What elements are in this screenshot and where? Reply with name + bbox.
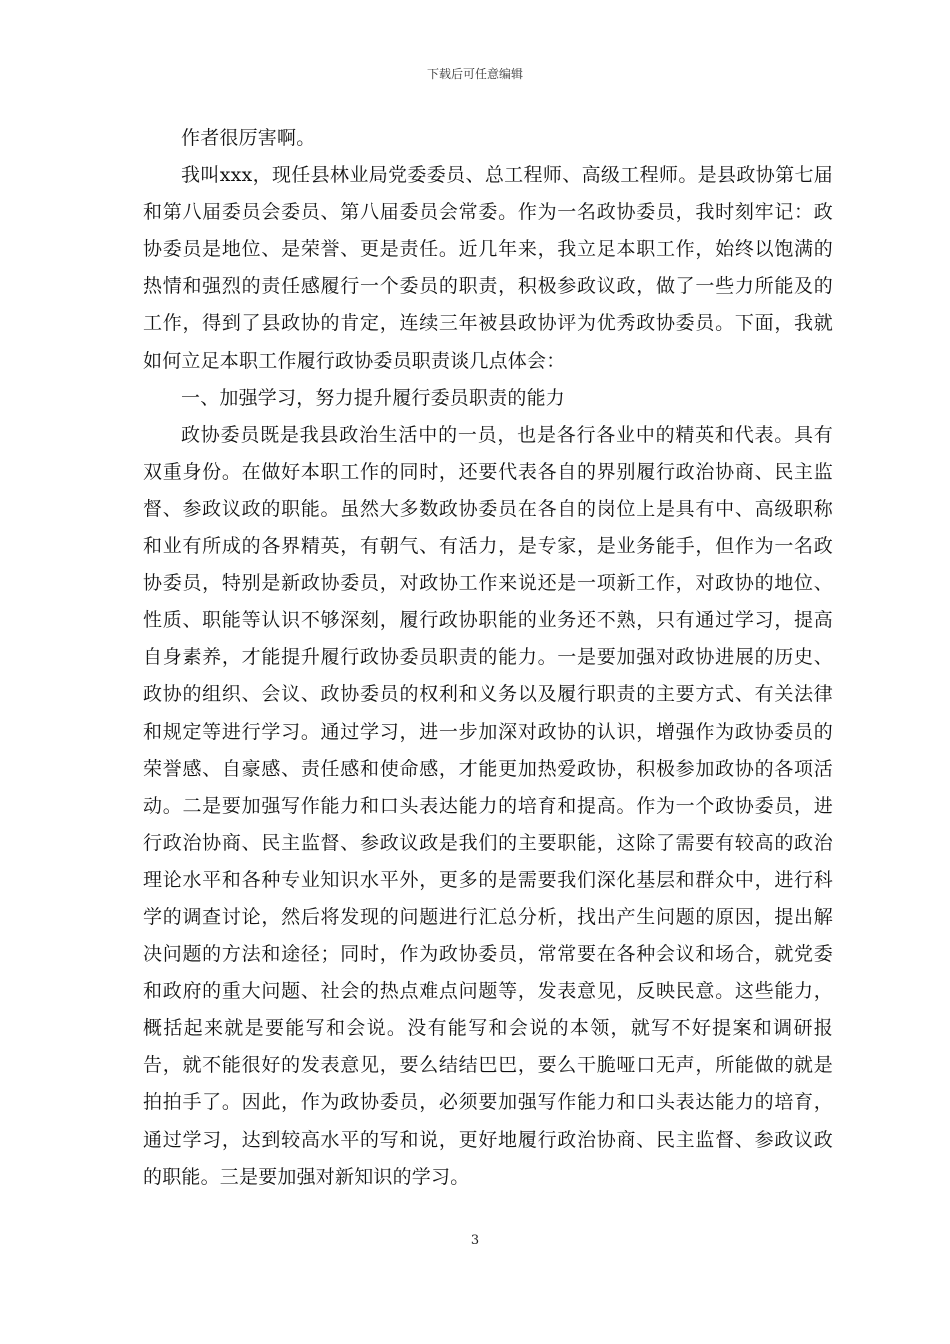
section-heading-1: 一、加强学习，努力提升履行委员职责的能力: [181, 386, 566, 409]
paragraph-intro: 作者很厉害啊。: [181, 127, 316, 149]
paragraph-self-introduction: 我叫xxx，现任县林业局党委委员、总工程师、高级工程师。是县政协第七届和第八届委员会委员、第八届委员会常委。作为一名政协委员，我时刻牢记：政协委员是地位、是荣誉、更是责任。近几年来，我立足本职工作，始终以饱满的热情和强烈的责任感履行一个委员的职责，积极参政议政，做了一些力所能及的工作，得到了县政协的肯定，连续三年被县政协评为优秀政协委员。下面，我就如何立足本职工作履行政协委员职责谈几点体会：: [143, 164, 833, 372]
page-header: 下载后可任意编辑: [426, 67, 523, 81]
page-number: 3: [470, 1233, 480, 1248]
paragraph-section-1-body: 政协委员既是我县政治生活中的一员，也是各行各业中的精英和代表。具有双重身份。在做好本职工作的同时，还要代表各自的界别履行政治协商、民主监督、参政议政的职能。虽然大多数政协委员在各自的岗位上是具有中、高级职称和业有所成的各界精英，有朝气、有活力，是专家，是业务能手，但作为一名政协委员，特别是新政协委员，对政协工作来说还是一项新工作，对政协的地位、性质、职能等认识不够深刻，履行政协职能的业务还不熟，只有通过学习，提高自身素养，才能提升履行政协委员职责的能力。一是要加强对政协进展的历史、政协的组织、会议、政协委员的权利和义务以及履行职责的主要方式、有关法律和规定等进行学习。通过学习，进一步加深对政协的认识，增强作为政协委员的荣誉感、自豪感、责任感和使命感，才能更加热爱政协，积极参加政协的各项活动。二是要加强写作能力和口头表达能力的培育和提高。作为一个政协委员，进行政治协商、民主监督、参政议政是我们的主要职能，这除了需要有较高的政治理论水平和各种专业知识水平外，更多的是需要我们深化基层和群众中，进行科学的调查讨论，然后将发现的问题进行汇总分析，找出产生问题的原因，提出解决问题的方法和途径；同时，作为政协委员，常常要在各种会议和场合，就党委和政府的重大问题、社会的热点难点问题等，发表意见，反映民意。这些能力，概括起来就是要能写和会说。没有能写和会说的本领，就写不好提案和调研报告，就不能很好的发表意见，要么结结巴巴，要么干脆哑口无声，所能做的就是拍拍手了。因此，作为政协委员，必须要加强写作能力和口头表达能力的培育，通过学习，达到较高水平的写和说，更好地履行政治协商、民主监督、参政议政的职能。三是要加强对新知识的学习。: [143, 423, 833, 1188]
document-body: [143, 120, 833, 1196]
